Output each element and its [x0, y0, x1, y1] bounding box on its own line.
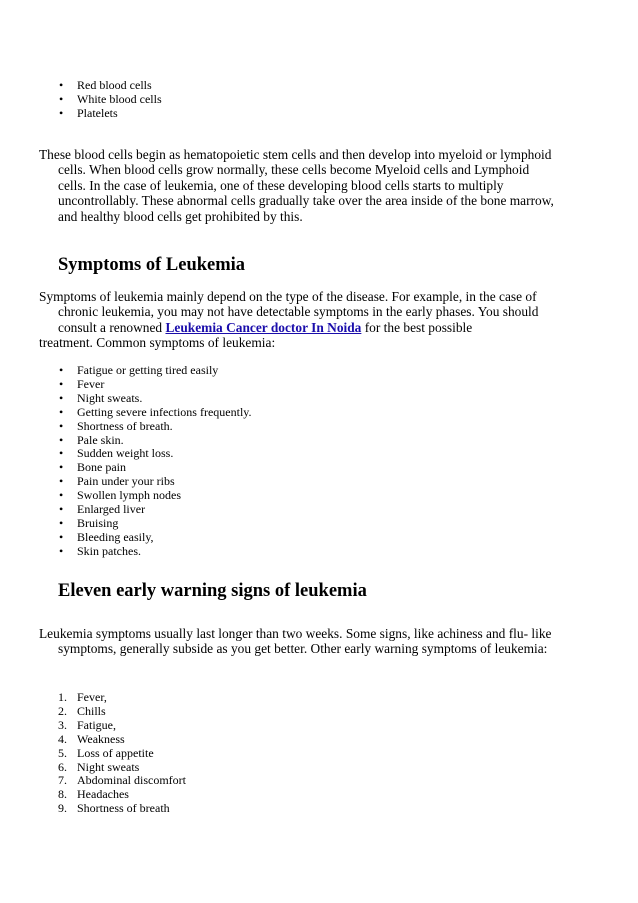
list-text: Headaches — [77, 787, 129, 802]
list-text: Loss of appetite — [77, 745, 154, 760]
paragraph-text: for the best possible — [361, 319, 473, 335]
list-item: • Swollen lymph nodes — [58, 489, 252, 503]
paragraph-line: Leukemia symptoms usually last longer than two weeks. Some signs, like achiness and flu- like — [39, 626, 552, 641]
list-item: • Fever — [58, 378, 252, 392]
leukemia-doctor-link[interactable]: Leukemia Cancer doctor In Noida — [165, 319, 362, 335]
intro-paragraph — [39, 147, 582, 224]
paragraph-line: These blood cells begin as hematopoietic stem cells and then develop into myeloid or lymphoid — [39, 147, 552, 162]
list-text: Night sweats — [77, 759, 140, 774]
paragraph-line: uncontrollably. These abnormal cells gradually take over the area inside of the bone marrow, — [58, 193, 554, 209]
paragraph-text: consult a renowned — [58, 319, 166, 335]
list-item — [58, 691, 186, 705]
list-item — [58, 719, 186, 733]
list-item — [58, 802, 186, 816]
list-number: 4. — [58, 731, 67, 746]
list-number: 5. — [58, 745, 67, 760]
symptoms-heading: Symptoms of Leukemia — [58, 255, 246, 275]
list-item: • Pain under your ribs — [58, 475, 252, 489]
list-item: • Night sweats. — [58, 392, 252, 406]
paragraph-line: cells. In the case of leukemia, one of these developing blood cells starts to multiply — [58, 177, 504, 193]
list-item: • Red blood cells — [58, 79, 162, 93]
list-number: 1. — [58, 690, 67, 704]
warning-paragraph — [39, 626, 582, 657]
warning-signs-list — [58, 691, 186, 816]
list-item — [58, 733, 186, 747]
list-number: 2. — [58, 703, 67, 718]
symptoms-list — [58, 364, 252, 559]
list-item: • Fatigue or getting tired easily — [58, 364, 252, 378]
list-item: • Getting severe infections frequently. — [58, 406, 252, 420]
blood-cells-list — [58, 79, 162, 121]
list-number: 7. — [58, 773, 67, 788]
paragraph-line: Symptoms of leukemia mainly depend on the type of the disease. For example, in the case of — [39, 289, 537, 304]
list-item — [58, 774, 186, 788]
list-item: • Bleeding easily, — [58, 531, 252, 545]
list-item — [58, 761, 186, 775]
list-item: • Skin patches. — [58, 545, 252, 559]
paragraph-line: treatment. Common symptoms of leukemia: — [39, 335, 276, 351]
list-number: 9. — [58, 801, 67, 816]
list-item — [58, 747, 186, 761]
list-item — [58, 705, 186, 719]
list-number: 3. — [58, 717, 67, 732]
list-text: Fever, — [77, 690, 107, 704]
paragraph-line: symptoms, generally subside as you get better. Other early warning symptoms of leukemia: — [58, 641, 548, 657]
list-item — [58, 788, 186, 802]
symptoms-paragraph — [39, 289, 582, 351]
paragraph-line: and healthy blood cells get prohibited by this. — [58, 208, 303, 224]
list-item: • Shortness of breath. — [58, 420, 252, 434]
list-item: • Bone pain — [58, 461, 252, 475]
list-text: Shortness of breath — [77, 801, 170, 816]
list-item: • Platelets — [58, 107, 162, 121]
list-item: • Sudden weight loss. — [58, 447, 252, 461]
list-text: Chills — [77, 703, 106, 718]
list-item: • White blood cells — [58, 93, 162, 107]
list-item: • Enlarged liver — [58, 503, 252, 517]
list-text: Fatigue, — [77, 717, 116, 732]
list-item: • Pale skin. — [58, 434, 252, 448]
paragraph-line: cells. When blood cells grow normally, these cells become Myeloid cells and Lymphoid — [58, 162, 530, 178]
list-number: 6. — [58, 759, 67, 774]
list-item: • Bruising — [58, 517, 252, 531]
list-number: 8. — [58, 787, 67, 802]
list-text: Weakness — [77, 731, 125, 746]
warning-signs-heading: Eleven early warning signs of leukemia — [58, 581, 367, 601]
list-text: Abdominal discomfort — [77, 773, 186, 788]
paragraph-line — [58, 319, 582, 335]
paragraph-line: chronic leukemia, you may not have detectable symptoms in the early phases. You should — [58, 304, 539, 320]
